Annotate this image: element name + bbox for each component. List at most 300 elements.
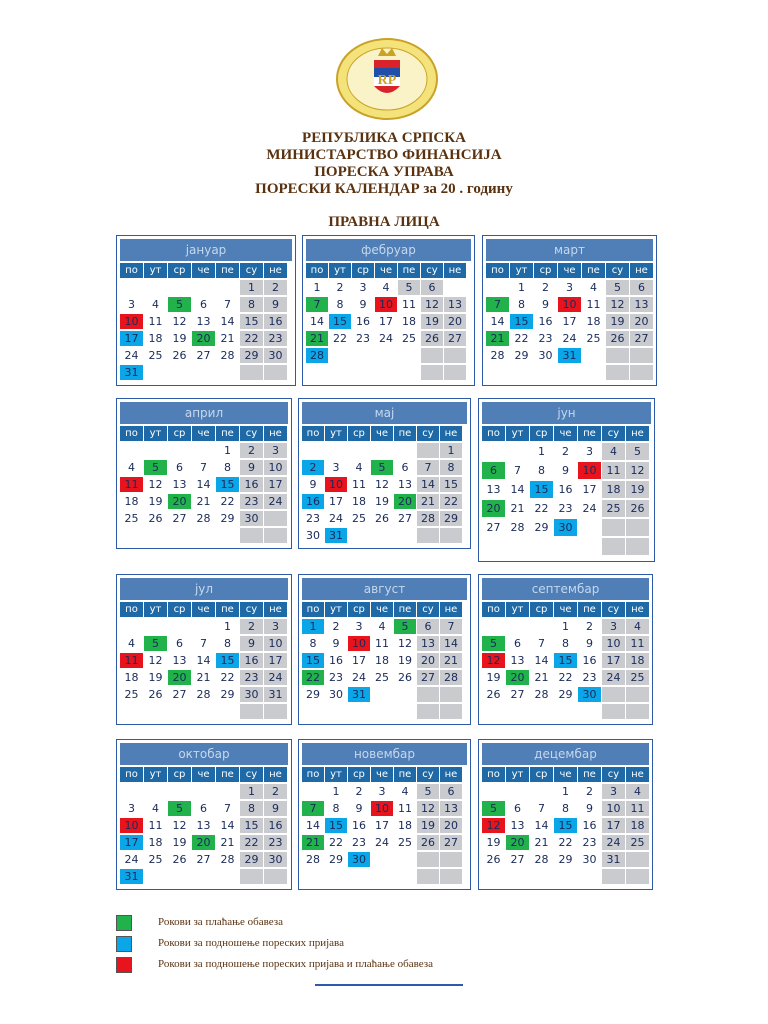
weekday-header: не bbox=[264, 767, 287, 782]
weekday-header: ср bbox=[348, 767, 370, 782]
day-cell: 12 bbox=[417, 801, 439, 816]
day-cell: 2 bbox=[240, 443, 263, 458]
day-cell: 25 bbox=[124, 512, 139, 525]
day-cell: 2 bbox=[264, 280, 287, 295]
day-cell: 29 bbox=[220, 512, 235, 525]
day-cell: 25 bbox=[626, 835, 649, 850]
day-cell: 8 bbox=[309, 637, 317, 650]
day-cell: 13 bbox=[630, 297, 653, 312]
day-cell: 26 bbox=[626, 500, 649, 517]
day-cell: 15 bbox=[554, 653, 577, 668]
day-cell: 22 bbox=[220, 495, 235, 508]
day-cell: 25 bbox=[602, 500, 625, 517]
day-cell: 2 bbox=[355, 785, 363, 798]
day-cell: 23 bbox=[306, 512, 320, 525]
day-cell: 4 bbox=[378, 620, 386, 633]
day-cell: 7 bbox=[200, 637, 207, 650]
day-cell: 19 bbox=[606, 314, 629, 329]
weekday-header: ут bbox=[510, 263, 533, 278]
day-cell: 8 bbox=[224, 461, 231, 474]
empty-day-cell bbox=[264, 869, 287, 884]
day-cell: 4 bbox=[626, 619, 649, 634]
empty-day-cell bbox=[506, 619, 529, 634]
day-cell: 11 bbox=[120, 477, 143, 492]
weekday-header: пе bbox=[216, 426, 239, 441]
empty-day-cell bbox=[120, 528, 143, 543]
day-cell: 14 bbox=[306, 819, 320, 832]
day-cell: 31 bbox=[325, 528, 347, 543]
month-title: април bbox=[120, 402, 288, 424]
empty-day-cell bbox=[325, 704, 347, 719]
day-cell: 28 bbox=[510, 521, 525, 534]
empty-day-cell bbox=[325, 443, 347, 458]
weekday-header: че bbox=[192, 426, 215, 441]
day-cell: 29 bbox=[558, 853, 573, 866]
day-cell: 13 bbox=[172, 654, 187, 667]
day-cell: 17 bbox=[264, 653, 287, 668]
day-cell: 28 bbox=[417, 511, 439, 526]
empty-day-cell bbox=[626, 852, 649, 867]
day-cell: 9 bbox=[264, 297, 287, 312]
day-cell: 20 bbox=[168, 494, 191, 509]
day-cell: 24 bbox=[602, 835, 625, 850]
day-cell: 25 bbox=[402, 332, 416, 345]
empty-day-cell bbox=[578, 704, 601, 719]
day-cell: 5 bbox=[144, 636, 167, 651]
day-cell: 22 bbox=[329, 836, 343, 849]
day-cell: 28 bbox=[534, 688, 549, 701]
empty-day-cell bbox=[530, 538, 553, 555]
day-cell: 20 bbox=[417, 653, 439, 668]
empty-day-cell bbox=[578, 519, 601, 536]
day-cell: 11 bbox=[148, 819, 163, 832]
day-cell: 4 bbox=[152, 298, 159, 311]
day-cell: 24 bbox=[562, 332, 577, 345]
day-cell: 17 bbox=[379, 315, 393, 328]
empty-day-cell bbox=[482, 443, 505, 460]
day-cell: 26 bbox=[398, 671, 412, 684]
day-cell: 4 bbox=[602, 443, 625, 460]
day-cell: 24 bbox=[582, 502, 597, 515]
empty-day-cell bbox=[444, 348, 466, 363]
day-cell: 27 bbox=[630, 331, 653, 346]
day-cell: 18 bbox=[124, 495, 139, 508]
day-cell: 24 bbox=[329, 512, 343, 525]
weekday-header: су bbox=[421, 263, 443, 278]
day-cell: 17 bbox=[120, 835, 143, 850]
header-ministry: МИНИСТАРСТВО ФИНАНСИЈА bbox=[266, 147, 502, 163]
month-title: фебруар bbox=[306, 239, 471, 261]
weekday-header: пе bbox=[394, 426, 416, 441]
weekday-header: че bbox=[371, 767, 393, 782]
day-cell: 28 bbox=[440, 670, 462, 685]
day-cell: 23 bbox=[538, 332, 553, 345]
day-cell: 15 bbox=[530, 481, 553, 498]
day-cell: 22 bbox=[220, 671, 235, 684]
weekday-header: ут bbox=[144, 426, 167, 441]
day-cell: 27 bbox=[510, 853, 525, 866]
empty-day-cell bbox=[530, 869, 553, 884]
day-cell: 3 bbox=[602, 784, 625, 799]
day-cell: 28 bbox=[306, 348, 328, 363]
day-cell: 22 bbox=[240, 835, 263, 850]
empty-day-cell bbox=[602, 519, 625, 536]
empty-day-cell bbox=[144, 443, 167, 458]
empty-day-cell bbox=[144, 619, 167, 634]
weekday-header: су bbox=[602, 602, 625, 617]
day-cell: 26 bbox=[421, 331, 443, 346]
empty-day-cell bbox=[144, 869, 167, 884]
day-cell: 18 bbox=[398, 819, 412, 832]
day-cell: 17 bbox=[602, 653, 625, 668]
day-cell: 24 bbox=[264, 494, 287, 509]
day-cell: 12 bbox=[482, 818, 505, 833]
day-cell: 31 bbox=[558, 348, 581, 363]
day-cell: 20 bbox=[192, 331, 215, 346]
day-cell: 17 bbox=[582, 483, 597, 496]
day-cell: 9 bbox=[332, 637, 340, 650]
day-cell: 23 bbox=[582, 836, 597, 849]
day-cell: 21 bbox=[534, 671, 549, 684]
day-cell: 14 bbox=[220, 819, 235, 832]
day-cell: 1 bbox=[224, 444, 231, 457]
weekday-header: по bbox=[120, 767, 143, 782]
day-cell: 3 bbox=[264, 619, 287, 634]
empty-day-cell bbox=[582, 365, 605, 380]
month-4 bbox=[116, 398, 292, 549]
day-cell: 10 bbox=[120, 314, 143, 329]
header-country: РЕПУБЛИКА СРПСКА bbox=[302, 130, 466, 146]
empty-day-cell bbox=[506, 538, 529, 555]
day-cell: 31 bbox=[264, 687, 287, 702]
day-cell: 5 bbox=[626, 443, 649, 460]
weekday-header: су bbox=[602, 426, 625, 441]
day-cell: 16 bbox=[582, 819, 597, 832]
weekday-header: по bbox=[482, 426, 505, 441]
weekday-header: по bbox=[302, 602, 324, 617]
empty-day-cell bbox=[630, 365, 653, 380]
day-cell: 4 bbox=[590, 281, 597, 294]
day-cell: 3 bbox=[128, 802, 135, 815]
empty-day-cell bbox=[506, 869, 529, 884]
day-cell: 13 bbox=[196, 315, 211, 328]
empty-day-cell bbox=[168, 784, 191, 799]
day-cell: 21 bbox=[196, 671, 211, 684]
day-cell: 7 bbox=[306, 297, 328, 312]
day-cell: 5 bbox=[394, 619, 416, 634]
day-cell: 30 bbox=[348, 852, 370, 867]
empty-day-cell bbox=[394, 443, 416, 458]
day-cell: 18 bbox=[148, 332, 163, 345]
day-cell: 26 bbox=[606, 331, 629, 346]
weekday-header: су bbox=[417, 426, 439, 441]
day-cell: 7 bbox=[224, 298, 231, 311]
empty-day-cell bbox=[602, 687, 625, 702]
weekday-header: ср bbox=[534, 263, 557, 278]
day-cell: 3 bbox=[128, 298, 135, 311]
day-cell: 19 bbox=[375, 495, 389, 508]
weekday-header: пе bbox=[394, 767, 416, 782]
day-cell: 17 bbox=[329, 495, 343, 508]
day-cell: 24 bbox=[352, 671, 366, 684]
day-cell: 6 bbox=[421, 280, 443, 295]
empty-day-cell bbox=[626, 869, 649, 884]
day-cell: 5 bbox=[482, 636, 505, 651]
weekday-header: пе bbox=[216, 767, 239, 782]
day-cell: 15 bbox=[554, 818, 577, 833]
weekday-header: пе bbox=[582, 263, 605, 278]
day-cell: 16 bbox=[352, 819, 366, 832]
empty-day-cell bbox=[421, 365, 443, 380]
empty-day-cell bbox=[530, 704, 553, 719]
day-cell: 23 bbox=[356, 332, 370, 345]
day-cell: 20 bbox=[444, 314, 466, 329]
day-cell: 12 bbox=[148, 654, 163, 667]
day-cell: 9 bbox=[264, 801, 287, 816]
day-cell: 14 bbox=[490, 315, 505, 328]
day-cell: 28 bbox=[220, 349, 235, 362]
month-7 bbox=[116, 574, 292, 725]
day-cell: 14 bbox=[510, 483, 525, 496]
empty-day-cell bbox=[486, 280, 509, 295]
day-cell: 21 bbox=[440, 653, 462, 668]
weekday-header: ут bbox=[506, 426, 529, 441]
empty-day-cell bbox=[606, 365, 629, 380]
empty-day-cell bbox=[168, 365, 191, 380]
day-cell: 2 bbox=[562, 445, 569, 458]
day-cell: 22 bbox=[558, 671, 573, 684]
weekday-header: не bbox=[626, 602, 649, 617]
empty-day-cell bbox=[371, 704, 393, 719]
empty-day-cell bbox=[168, 280, 191, 295]
day-cell: 26 bbox=[148, 512, 163, 525]
day-cell: 29 bbox=[240, 348, 263, 363]
day-cell: 16 bbox=[264, 818, 287, 833]
empty-day-cell bbox=[558, 365, 581, 380]
weekday-header: по bbox=[482, 602, 505, 617]
legend-label: Рокови за подношење пореских пријава bbox=[158, 937, 344, 949]
empty-day-cell bbox=[264, 704, 287, 719]
day-cell: 29 bbox=[440, 511, 462, 526]
empty-day-cell bbox=[582, 348, 605, 363]
day-cell: 19 bbox=[148, 495, 163, 508]
day-cell: 26 bbox=[172, 349, 187, 362]
empty-day-cell bbox=[371, 687, 393, 702]
day-cell: 21 bbox=[220, 836, 235, 849]
day-cell: 25 bbox=[148, 349, 163, 362]
empty-day-cell bbox=[120, 619, 143, 634]
day-cell: 9 bbox=[586, 802, 593, 815]
month-6 bbox=[478, 398, 655, 562]
weekday-header: пе bbox=[216, 263, 239, 278]
day-cell: 11 bbox=[398, 802, 412, 815]
empty-day-cell bbox=[417, 704, 439, 719]
empty-day-cell bbox=[348, 869, 370, 884]
day-cell: 12 bbox=[148, 478, 163, 491]
day-cell: 19 bbox=[486, 836, 501, 849]
day-cell: 12 bbox=[626, 462, 649, 479]
weekday-header: су bbox=[606, 263, 629, 278]
day-cell: 6 bbox=[482, 462, 505, 479]
weekday-header: ут bbox=[329, 263, 351, 278]
day-cell: 11 bbox=[626, 801, 649, 816]
day-cell: 25 bbox=[124, 688, 139, 701]
day-cell: 27 bbox=[440, 835, 462, 850]
weekday-header: че bbox=[192, 263, 215, 278]
day-cell: 6 bbox=[514, 637, 521, 650]
month-1 bbox=[116, 235, 296, 386]
day-cell: 5 bbox=[144, 460, 167, 475]
empty-day-cell bbox=[216, 869, 239, 884]
day-cell: 16 bbox=[264, 314, 287, 329]
day-cell: 5 bbox=[168, 297, 191, 312]
empty-day-cell bbox=[626, 704, 649, 719]
day-cell: 5 bbox=[168, 801, 191, 816]
day-cell: 4 bbox=[355, 461, 363, 474]
weekday-header: не bbox=[630, 263, 653, 278]
weekday-header: по bbox=[486, 263, 509, 278]
day-cell: 8 bbox=[336, 298, 344, 311]
day-cell: 14 bbox=[196, 478, 211, 491]
day-cell: 3 bbox=[359, 281, 367, 294]
day-cell: 3 bbox=[378, 785, 386, 798]
day-cell: 28 bbox=[196, 688, 211, 701]
day-cell: 1 bbox=[240, 784, 263, 799]
day-cell: 7 bbox=[302, 801, 324, 816]
day-cell: 7 bbox=[224, 802, 231, 815]
day-cell: 21 bbox=[306, 331, 328, 346]
legend-label: Рокови за подношење пореских пријава и плаћање обавеза bbox=[158, 958, 433, 970]
empty-day-cell bbox=[352, 348, 374, 363]
bottom-divider bbox=[315, 984, 463, 986]
empty-day-cell bbox=[602, 869, 625, 884]
weekday-header: пе bbox=[578, 767, 601, 782]
empty-day-cell bbox=[192, 443, 215, 458]
empty-day-cell bbox=[120, 443, 143, 458]
day-cell: 10 bbox=[375, 297, 397, 312]
weekday-header: ут bbox=[325, 602, 347, 617]
day-cell: 28 bbox=[306, 853, 320, 866]
day-cell: 10 bbox=[602, 636, 625, 651]
day-cell: 15 bbox=[302, 653, 324, 668]
empty-day-cell bbox=[325, 869, 347, 884]
empty-day-cell bbox=[216, 784, 239, 799]
day-cell: 12 bbox=[375, 478, 389, 491]
empty-day-cell bbox=[482, 784, 505, 799]
empty-day-cell bbox=[444, 365, 466, 380]
day-cell: 6 bbox=[630, 280, 653, 295]
day-cell: 22 bbox=[240, 331, 263, 346]
empty-day-cell bbox=[192, 869, 215, 884]
weekday-header: пе bbox=[578, 426, 601, 441]
green-swatch bbox=[116, 915, 132, 931]
empty-day-cell bbox=[440, 528, 462, 543]
empty-day-cell bbox=[506, 784, 529, 799]
weekday-header: ср bbox=[168, 602, 191, 617]
day-cell: 2 bbox=[240, 619, 263, 634]
day-cell: 13 bbox=[172, 478, 187, 491]
empty-day-cell bbox=[168, 528, 191, 543]
empty-day-cell bbox=[510, 365, 533, 380]
day-cell: 2 bbox=[586, 785, 593, 798]
weekday-header: ут bbox=[325, 426, 347, 441]
weekday-header: пе bbox=[578, 602, 601, 617]
empty-day-cell bbox=[440, 852, 462, 867]
day-cell: 6 bbox=[200, 802, 207, 815]
day-cell: 30 bbox=[306, 529, 320, 542]
weekday-header: пе bbox=[394, 602, 416, 617]
month-10 bbox=[116, 739, 292, 890]
empty-day-cell bbox=[534, 365, 557, 380]
empty-day-cell bbox=[352, 365, 374, 380]
month-title: септембар bbox=[482, 578, 649, 600]
day-cell: 13 bbox=[440, 801, 462, 816]
day-cell: 19 bbox=[172, 332, 187, 345]
day-cell: 9 bbox=[586, 637, 593, 650]
day-cell: 21 bbox=[486, 331, 509, 346]
day-cell: 8 bbox=[562, 802, 569, 815]
day-cell: 29 bbox=[306, 688, 320, 701]
day-cell: 6 bbox=[176, 461, 183, 474]
empty-day-cell bbox=[375, 365, 397, 380]
day-cell: 18 bbox=[352, 495, 366, 508]
day-cell: 12 bbox=[172, 819, 187, 832]
day-cell: 13 bbox=[486, 483, 501, 496]
weekday-header: ут bbox=[144, 767, 167, 782]
empty-day-cell bbox=[606, 348, 629, 363]
day-cell: 17 bbox=[562, 315, 577, 328]
day-cell: 27 bbox=[196, 853, 211, 866]
empty-day-cell bbox=[530, 619, 553, 634]
day-cell: 3 bbox=[602, 619, 625, 634]
day-cell: 24 bbox=[375, 836, 389, 849]
day-cell: 22 bbox=[302, 670, 324, 685]
empty-day-cell bbox=[348, 443, 370, 458]
day-cell: 7 bbox=[538, 637, 545, 650]
empty-day-cell bbox=[348, 704, 370, 719]
day-cell: 27 bbox=[510, 688, 525, 701]
day-cell: 10 bbox=[578, 462, 601, 479]
day-cell: 11 bbox=[120, 653, 143, 668]
header-calendar-title: ПОРЕСКИ КАЛЕНДАР за 20 . годину bbox=[255, 181, 513, 197]
weekday-header: че bbox=[192, 767, 215, 782]
weekday-header: че bbox=[192, 602, 215, 617]
empty-day-cell bbox=[120, 784, 143, 799]
day-cell: 5 bbox=[398, 280, 420, 295]
day-cell: 26 bbox=[486, 688, 501, 701]
weekday-header: ср bbox=[348, 602, 370, 617]
day-cell: 30 bbox=[240, 687, 263, 702]
day-cell: 7 bbox=[486, 297, 509, 312]
empty-day-cell bbox=[192, 619, 215, 634]
weekday-header: не bbox=[440, 767, 462, 782]
day-cell: 9 bbox=[542, 298, 549, 311]
day-cell: 3 bbox=[332, 461, 340, 474]
day-cell: 14 bbox=[310, 315, 324, 328]
day-cell: 26 bbox=[375, 512, 389, 525]
weekday-header: ут bbox=[506, 602, 529, 617]
day-cell: 24 bbox=[264, 670, 287, 685]
day-cell: 9 bbox=[562, 464, 569, 477]
weekday-header: не bbox=[440, 602, 462, 617]
day-cell: 1 bbox=[313, 281, 321, 294]
empty-day-cell bbox=[417, 869, 439, 884]
day-cell: 28 bbox=[534, 853, 549, 866]
weekday-header: ср bbox=[168, 263, 191, 278]
empty-day-cell bbox=[302, 443, 324, 458]
month-8 bbox=[298, 574, 471, 725]
day-cell: 12 bbox=[482, 653, 505, 668]
